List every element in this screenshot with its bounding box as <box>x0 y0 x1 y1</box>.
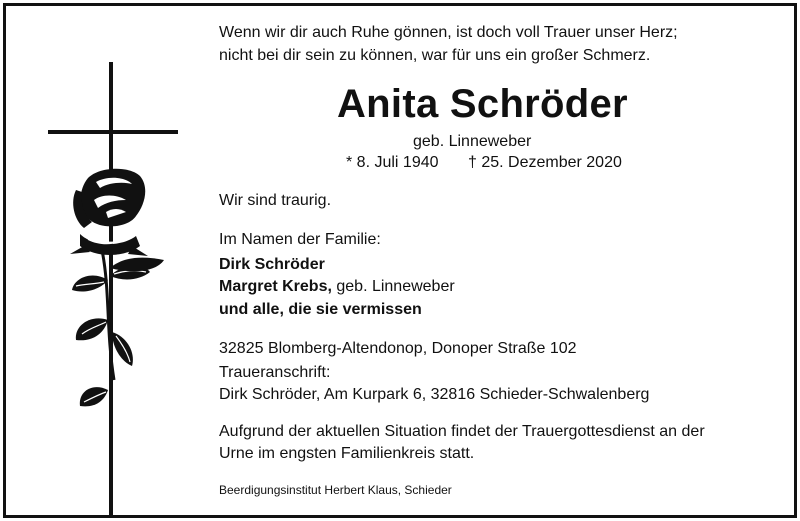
home-address: 32825 Blomberg-Altendonop, Donoper Straße 102 <box>219 340 577 357</box>
statement: Wir sind traurig. <box>219 192 332 209</box>
birth-date: * 8. Juli 1940 <box>346 154 439 171</box>
mourner-1: Dirk Schröder <box>219 256 325 273</box>
mourner-2 <box>219 276 455 298</box>
mourner-others: und alle, die sie vermissen <box>219 301 422 318</box>
mourner-2-maiden: geb. Linneweber <box>331 278 455 295</box>
family-intro: Im Namen der Familie: <box>219 231 381 248</box>
mourner-2-name: Margret Krebs, <box>219 278 332 295</box>
maiden-name: geb. Linneweber <box>413 133 532 150</box>
service-note-line-1: Aufgrund der aktuellen Situation findet der Trauergottesdienst an der <box>219 423 705 440</box>
mourning-address-label: Traueranschrift: <box>219 364 331 381</box>
deceased-name: Anita Schröder <box>337 82 628 126</box>
funeral-home: Beerdigungsinstitut Herbert Klaus, Schieder <box>219 483 452 497</box>
service-note-line-2: Urne im engsten Familienkreis statt. <box>219 445 475 462</box>
poem-line-2: nicht bei dir sein zu können, war für uns ein großer Schmerz. <box>219 47 651 64</box>
mourning-address: Dirk Schröder, Am Kurpark 6, 32816 Schieder-Schwalenberg <box>219 386 650 403</box>
death-date: † 25. Dezember 2020 <box>468 154 622 171</box>
cross-rose-icon <box>40 50 190 520</box>
poem-line-1: Wenn wir dir auch Ruhe gönnen, ist doch voll Trauer unser Herz; <box>219 24 678 41</box>
